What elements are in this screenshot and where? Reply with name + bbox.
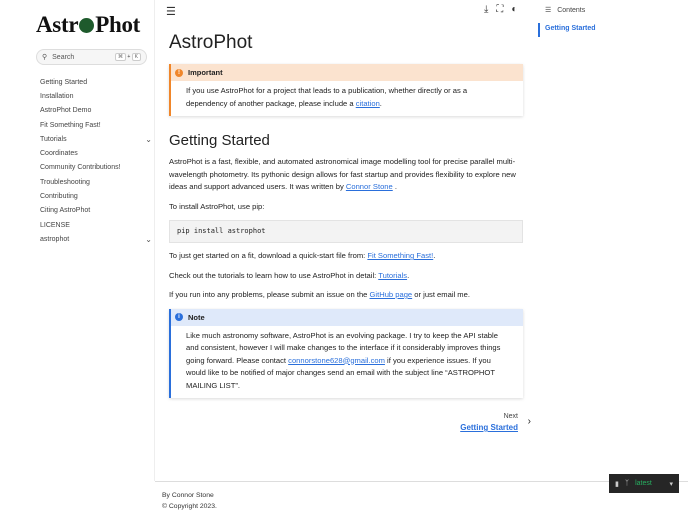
page-title: AstroPhot — [169, 32, 253, 53]
sidebar-item[interactable]: Troubleshooting — [40, 178, 90, 186]
note-admonition: i Note Like much astronomy software, AstroPhot is an evolving package. I try to keep the API stable and consistent, however I will make changes to the interface if it considerably improves things going forward. Please contact connorstone628@gmail.com if you experience issues. If you would like to be notified of major changes send an email with the subject line “ASTROPHOT MAILING LIST”. — [169, 309, 523, 399]
sidebar — [0, 0, 155, 481]
sidebar-item[interactable]: Getting Started — [40, 78, 88, 86]
sidebar-item[interactable]: Tutorials ⌄ — [40, 134, 152, 144]
search-placeholder: Search — [52, 53, 75, 61]
download-icon[interactable]: ⤓ — [484, 4, 489, 15]
next-title[interactable]: Getting Started — [460, 423, 518, 432]
logo-text: Astr — [36, 12, 79, 37]
toc-item[interactable]: Getting Started — [538, 23, 596, 37]
footer-copyright: © Copyright 2023. — [162, 503, 217, 510]
sidebar-item[interactable]: Coordinates — [40, 150, 78, 158]
info-icon: i — [175, 313, 183, 321]
toc-title: Contents — [557, 7, 586, 14]
shortcut-hint: ⌘ + K — [115, 54, 141, 60]
code-block: pip install astrophot — [169, 220, 523, 243]
admonition-text: Like much astronomy software, AstroPhot is an evolving package. I try to keep the API stable and consistent, however I will make changes to the interface if it considerably improves things going forward. Please contact — [186, 330, 501, 365]
author-link[interactable]: Connor Stone — [345, 182, 393, 191]
table-of-contents — [538, 6, 596, 37]
sidebar-item[interactable]: Contributing — [40, 193, 78, 201]
admonition-title: Note — [188, 312, 205, 322]
fullscreen-icon[interactable]: ⛶ — [496, 4, 504, 15]
admonition-text: If you use AstroPhot for a project that leads to a publication, whether directly or as a dependency of another package, please include a — [186, 86, 468, 108]
hamburger-menu-icon[interactable]: ☰ — [166, 6, 176, 18]
chevron-right-icon: › — [527, 416, 531, 427]
footer-author: By Connor Stone — [162, 492, 214, 499]
sidebar-item[interactable]: Fit Something Fast! — [40, 121, 101, 129]
sidebar-item[interactable]: Installation — [40, 92, 74, 100]
chevron-down-icon[interactable]: ⌄ — [145, 234, 152, 244]
logo[interactable] — [36, 12, 140, 38]
citation-link[interactable]: citation — [355, 98, 380, 108]
sidebar-item[interactable]: astrophot ⌄ — [40, 234, 152, 244]
github-link[interactable]: GitHub page — [369, 290, 413, 299]
issues-text: If you run into any problems, please submit an issue on the GitHub page or just email me. — [169, 290, 470, 299]
fit-something-fast-link[interactable]: Fit Something Fast! — [367, 251, 434, 260]
next-label: Next — [503, 413, 518, 420]
intro-paragraph: AstroPhot is a fast, flexible, and automated astronomical image modelling tool for precise parallel multi-wavelength photometry. Its pythonic design allows for fast startup and provides flexibility to explore new ideas and support advanced users. It was written by Connor Stone . — [169, 157, 516, 191]
search-icon: ⚲ — [42, 54, 48, 61]
caret-down-icon: ▾ — [669, 480, 673, 488]
sidebar-item[interactable]: AstroPhot Demo — [40, 107, 92, 115]
page-navigation — [169, 412, 531, 436]
list-icon: ☰ — [545, 7, 552, 14]
sidebar-item[interactable]: Community Contributions! — [40, 164, 121, 172]
git-branch-icon: ᛉ — [624, 480, 630, 487]
tutorials-text: Check out the tutorials to learn how to use AstroPhot in detail: Tutorials. — [169, 270, 410, 280]
important-admonition: ! Important If you use AstroPhot for a project that leads to a publication, whether directly or as a dependency of another package, please include a citation. — [169, 64, 523, 116]
theme-toggle-icon[interactable]: ◐ — [511, 4, 518, 15]
version-label: latest — [635, 480, 652, 487]
sidebar-item[interactable]: Citing AstroPhot — [40, 207, 91, 215]
email-link[interactable]: connorstone628@gmail.com — [288, 355, 385, 365]
galaxy-logo-icon — [79, 18, 94, 33]
logo-text: Phot — [95, 12, 141, 37]
next-page-link[interactable] — [460, 412, 518, 433]
quickstart-text: To just get started on a fit, download a quick-start file from: Fit Something Fast!. — [169, 251, 436, 260]
sidebar-item[interactable]: LICENSE — [40, 221, 70, 229]
search-input[interactable] — [36, 49, 147, 65]
book-icon: ▮ — [615, 480, 619, 488]
exclamation-icon: ! — [175, 69, 183, 77]
admonition-title: Important — [188, 68, 223, 77]
version-flyout[interactable] — [609, 474, 679, 493]
sidebar-nav — [40, 75, 152, 247]
section-heading: Getting Started — [169, 132, 270, 149]
chevron-down-icon[interactable]: ⌄ — [145, 134, 152, 144]
main-content — [169, 31, 531, 436]
tutorials-link[interactable]: Tutorials — [378, 270, 408, 280]
toolbar — [484, 4, 517, 15]
install-text: To install AstroPhot, use pip: — [169, 201, 265, 211]
